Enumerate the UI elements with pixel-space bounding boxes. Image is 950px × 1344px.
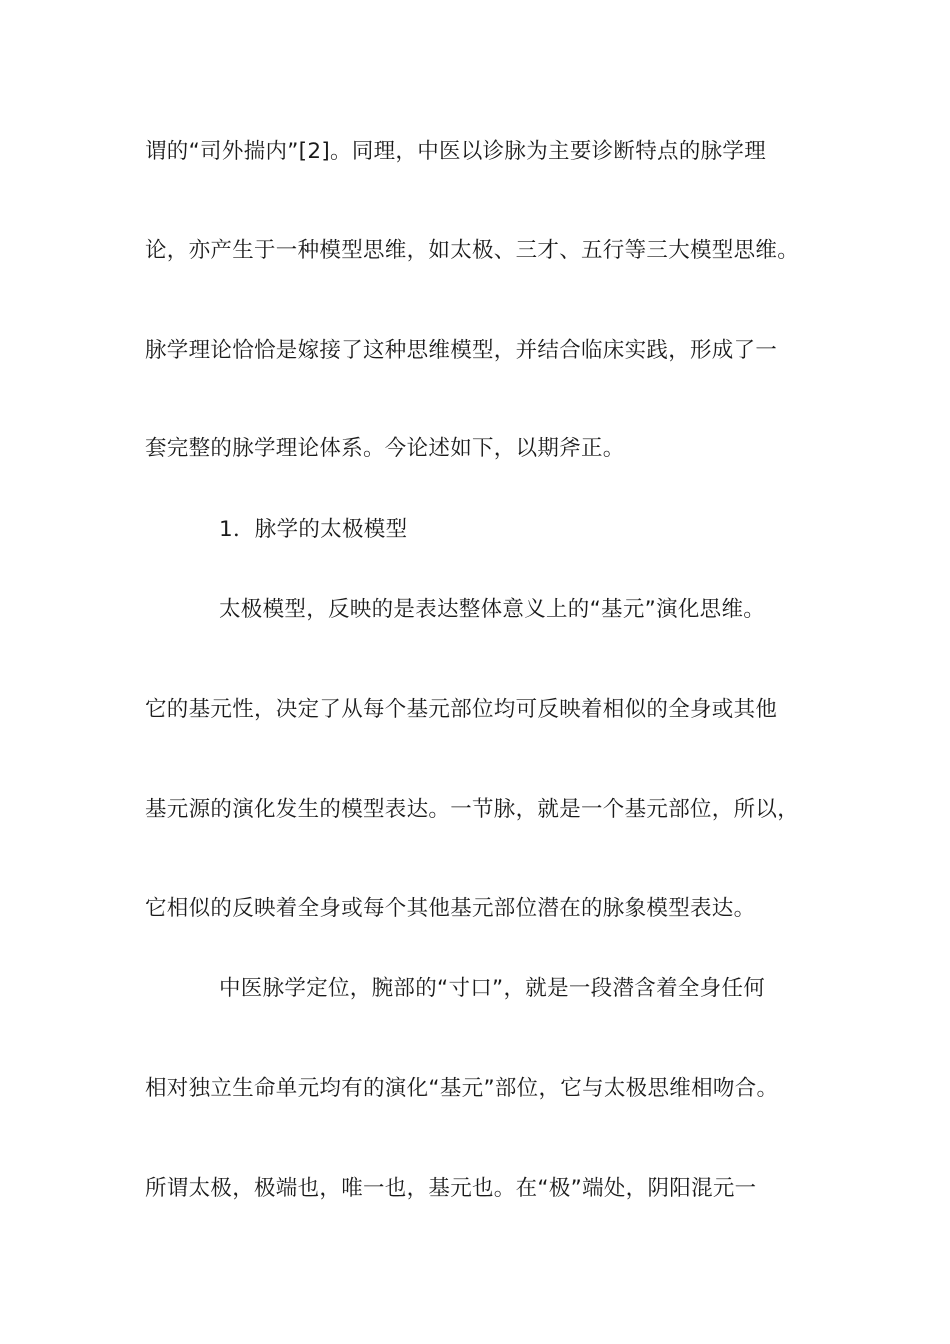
paragraph-line: 套完整的脉学理论体系。今论述如下，以期斧正。 [145,436,625,461]
paragraph-line: 它相似的反映着全身或每个其他基元部位潜在的脉象模型表达。 [145,896,756,921]
section-heading: 1．脉学的太极模型 [219,517,408,542]
paragraph-line: 所谓太极，极端也，唯一也，基元也。在“极”端处，阴阳混元一 [145,1176,757,1201]
paragraph-line: 谓的“司外揣内”[2]。同理，中医以诊脉为主要诊断特点的脉学理 [145,139,767,164]
paragraph-line: 基元源的演化发生的模型表达。一节脉，就是一个基元部位，所以， [145,797,800,822]
paragraph-line: 论，亦产生于一种模型思维，如太极、三才、五行等三大模型思维。 [145,238,800,263]
paragraph-line: 它的基元性，决定了从每个基元部位均可反映着相似的全身或其他 [145,697,778,722]
paragraph-line: 中医脉学定位，腕部的“寸口”，就是一段潜含着全身任何 [219,976,766,1001]
paragraph-line: 相对独立生命单元均有的演化“基元”部位，它与太极思维相吻合。 [145,1076,779,1101]
paragraph-line: 太极模型，反映的是表达整体意义上的“基元”演化思维。 [219,597,766,622]
paragraph-line: 脉学理论恰恰是嫁接了这种思维模型，并结合临床实践，形成了一 [145,338,778,363]
